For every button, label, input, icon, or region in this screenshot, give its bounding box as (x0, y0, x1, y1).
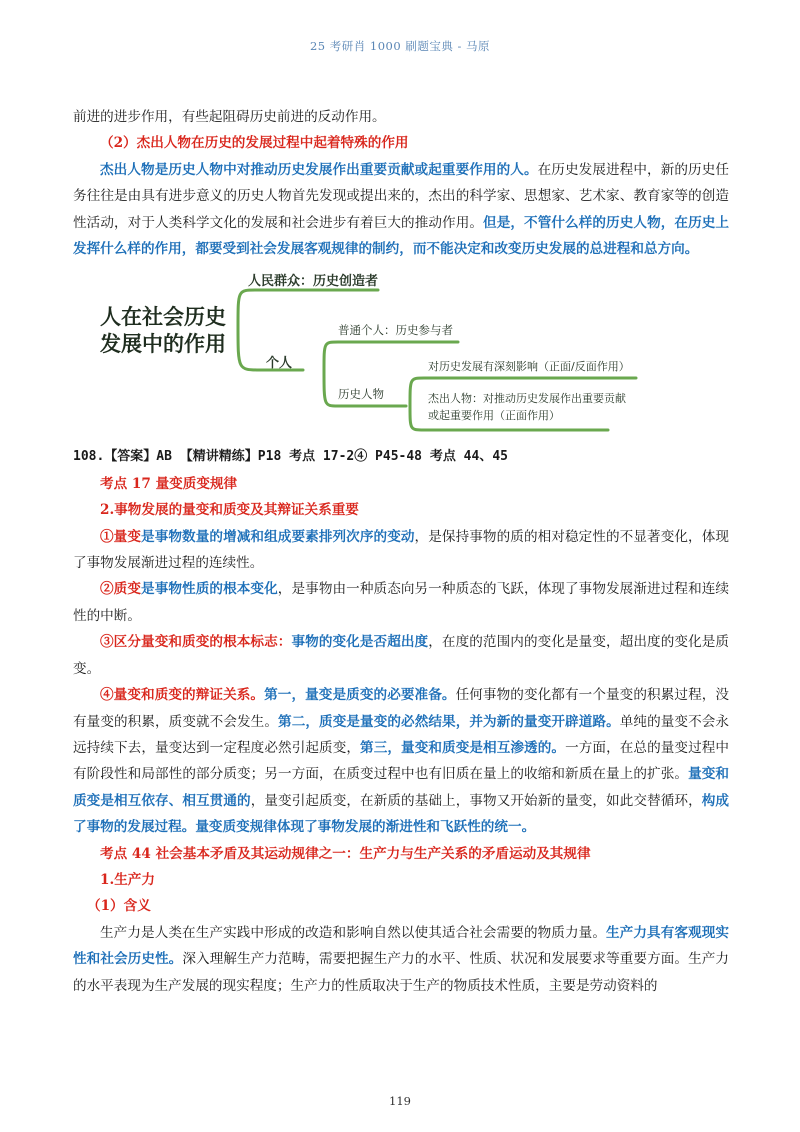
intro-line: 前进的进步作用，有些起阻碍历史前进的反动作用。 (73, 109, 386, 125)
mind-map-historical-figure: 历史人物 (338, 387, 384, 402)
mind-map-diagram (88, 266, 648, 438)
page-header: 25 考研肖 1000 刷题宝典 - 马原 (309, 39, 491, 53)
paragraph-quantitative-change: ①量变是事物数量的增减和组成要素排列次序的变动，是保持事物的质的相对稳定性的不显著变化，体现了事物发展渐进过程的连续性。 (73, 528, 730, 572)
mind-map-branch-individual: 个人 (266, 356, 293, 372)
topic-subheading: 2.事物发展的量变和质变及其辩证关系重要 (100, 502, 359, 519)
answer-line: 108.【答案】AB 【精讲精练】P18 考点 17-2④ P45-48 考点 44、45 (73, 449, 508, 465)
body-text: 在历史发展进程中，新的历史任务往往是由具有进步意义的历史人物首先发现或提出来的，杰出的科学家、思想家、艺术家、教育家等的创造性活动，对于人类科学文化的发展和社会进步有着巨大的推动作用。 (73, 161, 730, 231)
page-number: 119 (389, 1094, 411, 1108)
section-heading: （2）杰出人物在历史的发展过程中起着特殊的作用 (100, 135, 409, 152)
mind-map-leaf-eminent: 杰出人物：对推动历史发展作出重要贡献 或起重要作用（正面作用） (428, 392, 626, 423)
paragraph-qualitative-change: ②质变是事物性质的根本变化，是事物由一种质态向另一种质态的飞跃，体现了事物发展渐进过程和连续性的中断。 (73, 581, 730, 624)
paragraph-distinction: ③区分量变和质变的根本标志：事物的变化是否超出度，在度的范围内的变化是量变，超出度的变化是质变。 (73, 634, 730, 677)
mind-map-ordinary-individual: 普通个人：历史参与者 (338, 323, 453, 338)
topic-subheading: 1.生产力 (100, 871, 155, 888)
page-content (73, 104, 729, 999)
topic-heading: 考点 44 社会基本矛盾及其运动规律之一：生产力与生产关系的矛盾运动及其规律 (100, 845, 591, 862)
highlight-text: 但是，不管什么样的历史人物，在历史上发挥什么样的作用，都要受到社会发展客观规律的制约，而不能决定和改变历史发展的总进程和总方向。 (73, 214, 729, 258)
highlight-text: 杰出人物是历史人物中对推动历史发展作出重要贡献或起重要作用的人。 (100, 161, 538, 178)
mind-map-branch-masses: 人民群众：历史创造者 (248, 274, 379, 290)
paragraph-dialectical-relation: ④量变和质变的辩证关系。第一，量变是质变的必要准备。任何事物的变化都有一个量变的积累过程，没有量变的积累，质变就不会发生。第二，质变是量变的必然结果，并为新的量变开辟道路。单纯的量变不会永远持续下去，量变达到一定程度必然引起质变，第三，量变和质变是相互渗透的。一方面，在总的量变过程中有阶段性和局部性的部分质变；另一方面，在质变过程中也有旧质在量上的收缩和新质在量上的扩张。量变和质变是相互依存、相互贯通的，量变引起质变，在新质的基础上，事物又开始新的量变，如此交替循环，构成了事物的发展过程。量变质变规律体现了事物发展的渐进性和飞跃性的统一。 (73, 687, 730, 836)
paragraph-productive-forces: 生产力是人类在生产实践中形成的改造和影响自然以使其适合社会需要的物质力量。生产力具有客观现实性和社会历史性。深入理解生产力范畴，需要把握生产力的水平、性质、状况和发展要求等重要方面。生产力的水平表现为生产发展的现实程度；生产力的性质取决于生产的物质技术性质，主要是劳动资料的 (73, 924, 730, 994)
topic-heading: 考点 17 量变质变规律 (100, 475, 238, 492)
mind-map-leaf-influence: 对历史发展有深刻影响（正面/反面作用） (428, 360, 630, 374)
mind-map-root: 人在社会历史 发展中的作用 (100, 305, 226, 357)
paragraph-eminent-figures (73, 157, 729, 263)
topic-subsubheading: （1）含义 (87, 898, 151, 915)
